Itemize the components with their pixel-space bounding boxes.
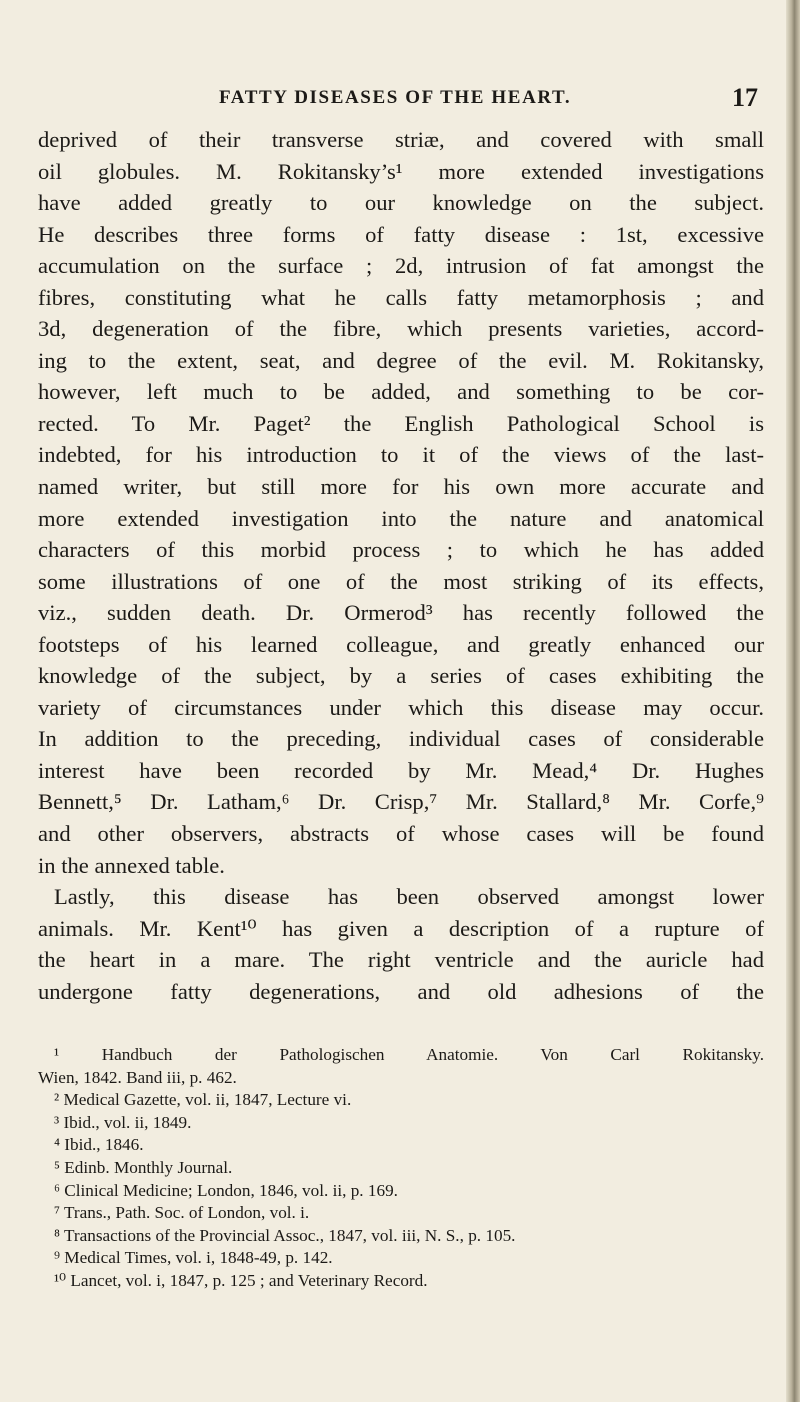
text-line: footsteps of his learned colleague, and greatly enhanced our xyxy=(38,631,764,657)
text-line: ing to the extent, seat, and degree of the evil. M. Rokitansky, xyxy=(38,347,764,373)
text-line: In addition to the preceding, individual cases of considerable xyxy=(38,726,764,752)
footnote: ¹⁰ Lancet, vol. i, 1847, p. 125 ; and Veterinary Record. xyxy=(54,1270,428,1290)
footnote: ⁵ Edinb. Monthly Journal. xyxy=(54,1157,233,1177)
text-line: some illustrations of one of the most striking of its effects, xyxy=(38,568,764,594)
footnote-continuation: Wien, 1842. Band iii, p. 462. xyxy=(38,1067,237,1087)
text-line: He describes three forms of fatty disease : 1st, excessive xyxy=(38,221,764,247)
text-line: viz., sudden death. Dr. Ormerod³ has recently followed the xyxy=(38,600,764,626)
footnote: ⁸ Transactions of the Provincial Assoc., 1847, vol. iii, N. S., p. 105. xyxy=(54,1225,516,1245)
text-line: undergone fatty degenerations, and old adhesions of the xyxy=(38,978,764,1004)
text-line: interest have been recorded by Mr. Mead,⁴ Dr. Hughes xyxy=(38,757,764,783)
text-line: accumulation on the surface ; 2d, intrusion of fat amongst the xyxy=(38,253,764,279)
text-line: and other observers, abstracts of whose cases will be found xyxy=(38,821,764,847)
text-line: 3d, degeneration of the fibre, which presents varieties, accord- xyxy=(38,316,764,342)
footnotes xyxy=(38,1044,764,1293)
text-line: fibres, constituting what he calls fatty metamorphosis ; and xyxy=(38,284,764,310)
text-line: knowledge of the subject, by a series of cases exhibiting the xyxy=(38,663,764,689)
text-line: oil globules. M. Rokitansky’s¹ more extended investigations xyxy=(38,158,764,184)
footnote: ⁹ Medical Times, vol. i, 1848-49, p. 142. xyxy=(54,1248,333,1268)
text-line: Lastly, this disease has been observed amongst lower xyxy=(54,884,764,910)
text-line: Bennett,⁵ Dr. Latham,⁶ Dr. Crisp,⁷ Mr. Stallard,⁸ Mr. Corfe,⁹ xyxy=(38,789,764,815)
text-line: animals. Mr. Kent¹⁰ has given a description of a rupture of xyxy=(38,915,764,941)
footnote: ⁴ Ibid., 1846. xyxy=(54,1135,144,1155)
text-line: rected. To Mr. Paget² the English Pathological School is xyxy=(38,410,764,436)
footnote: ³ Ibid., vol. ii, 1849. xyxy=(54,1112,192,1132)
text-line: however, left much to be added, and something to be cor- xyxy=(38,379,764,405)
running-title: FATTY DISEASES OF THE HEART. xyxy=(219,87,572,108)
footnote: ² Medical Gazette, vol. ii, 1847, Lecture vi. xyxy=(54,1090,352,1110)
text-line: characters of this morbid process ; to which he has added xyxy=(38,537,764,563)
text-line: the heart in a mare. The right ventricle and the auricle had xyxy=(38,947,764,973)
text-line: deprived of their transverse striæ, and covered with small xyxy=(38,127,764,152)
text-line: in the annexed table. xyxy=(38,852,225,878)
text-line: have added greatly to our knowledge on the subject. xyxy=(38,190,764,216)
footnote: ⁶ Clinical Medicine; London, 1846, vol. ii, p. 169. xyxy=(54,1180,398,1200)
footnote: ⁷ Trans., Path. Soc. of London, vol. i. xyxy=(54,1203,310,1223)
body-text xyxy=(38,124,764,1007)
footnote: ¹ Handbuch der Pathologischen Anatomie. Von Carl Rokitansky. xyxy=(54,1045,764,1064)
page-number: 17 xyxy=(732,83,758,112)
page-edge xyxy=(786,0,800,1402)
text-line: named writer, but still more for his own more accurate and xyxy=(38,474,764,500)
text-line: more extended investigation into the nature and anatomical xyxy=(38,505,764,531)
text-line: variety of circumstances under which this disease may occur. xyxy=(38,694,764,720)
text-line: indebted, for his introduction to it of the views of the last- xyxy=(38,442,764,468)
page-header xyxy=(0,83,800,113)
